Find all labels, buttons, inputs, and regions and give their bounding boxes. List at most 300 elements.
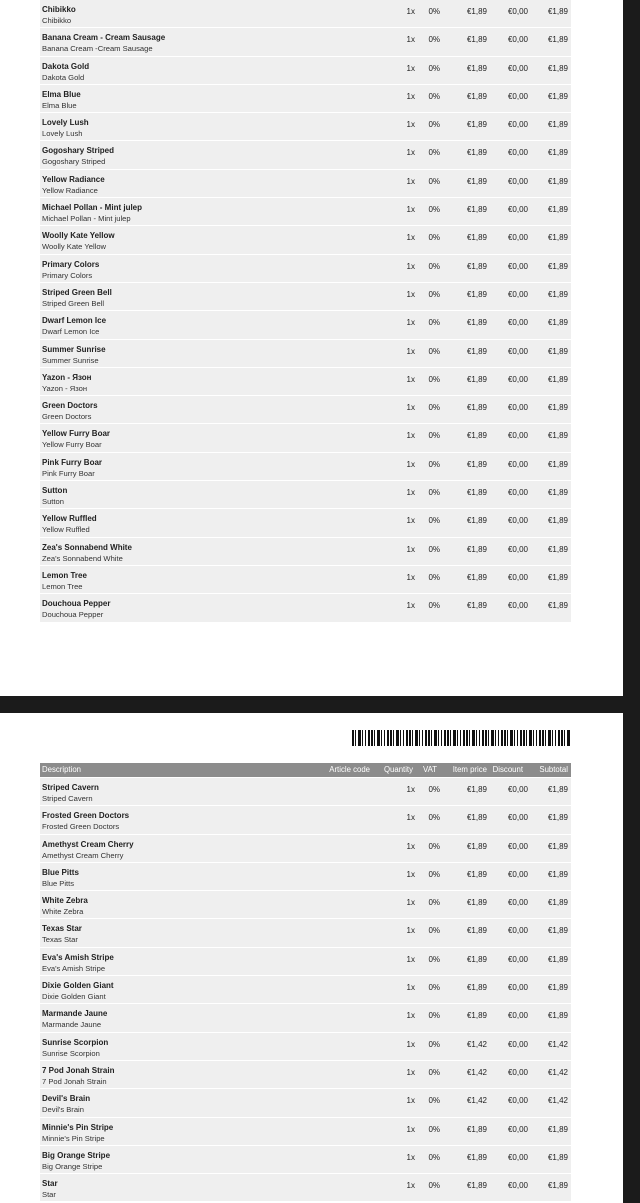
item-vat: 0% [428,120,440,130]
item-discount: €0,00 [507,289,528,299]
item-description: Douchoua Pepper [42,610,104,620]
item-vat: 0% [428,841,440,851]
item-price: €1,42 [466,1039,487,1049]
item-price: €1,89 [466,572,487,582]
item-name: Gogoshary Striped [42,146,115,156]
item-quantity: 1x [406,785,415,794]
table-row [40,481,571,509]
items-table-page-2 [40,763,571,1202]
item-discount: €0,00 [507,572,528,582]
item-description: Devil's Brain [42,1105,84,1115]
item-price: €1,89 [466,813,487,823]
item-discount: €0,00 [507,869,528,879]
item-subtotal: €1,89 [547,841,568,851]
table-row [40,453,571,481]
item-discount: €0,00 [507,898,528,908]
item-vat: 0% [428,1181,440,1191]
table-row [40,57,571,85]
item-name: Blue Pitts [42,867,79,877]
item-vat: 0% [428,261,440,271]
item-subtotal: €1,42 [547,1096,568,1106]
item-discount: €0,00 [507,785,528,794]
table-row [40,311,571,339]
item-price: €1,89 [466,954,487,964]
item-quantity: 1x [406,841,415,851]
header-item-price: Item price [452,765,487,774]
item-discount: €0,00 [507,35,528,45]
item-name: Dixie Golden Giant [42,981,114,991]
table-row [40,424,571,452]
item-subtotal: €1,89 [547,1181,568,1191]
table-row [40,538,571,566]
item-discount: €0,00 [507,7,528,16]
table-row [40,778,571,806]
item-vat: 0% [428,488,440,498]
table-row [40,85,571,113]
item-subtotal: €1,42 [547,1067,568,1077]
item-quantity: 1x [406,289,415,299]
item-discount: €0,00 [507,954,528,964]
item-discount: €0,00 [507,63,528,73]
item-vat: 0% [428,205,440,215]
item-price: €1,89 [466,346,487,356]
item-name: Striped Cavern [42,783,99,792]
item-quantity: 1x [406,1011,415,1021]
item-discount: €0,00 [507,148,528,158]
item-description: Zea's Sonnabend White [42,553,123,563]
item-subtotal: €1,89 [547,261,568,271]
item-discount: €0,00 [507,841,528,851]
table-row [40,170,571,198]
item-subtotal: €1,89 [547,63,568,73]
item-name: Sutton [42,486,68,496]
table-row [40,1146,571,1174]
item-quantity: 1x [406,205,415,215]
item-discount: €0,00 [507,1067,528,1077]
item-description: Big Orange Stripe [42,1161,103,1171]
item-quantity: 1x [406,544,415,554]
item-vat: 0% [428,1096,440,1106]
item-discount: €0,00 [507,91,528,101]
item-price: €1,89 [466,63,487,73]
item-vat: 0% [428,318,440,328]
item-price: €1,89 [466,459,487,469]
item-price: €1,89 [466,1011,487,1021]
item-description: Eva's Amish Stripe [42,963,106,973]
item-quantity: 1x [406,1181,415,1191]
item-vat: 0% [428,7,440,16]
item-subtotal: €1,89 [547,289,568,299]
item-subtotal: €1,89 [547,120,568,130]
item-description: Minnie's Pin Stripe [42,1133,105,1143]
item-name: Frosted Green Doctors [42,811,130,821]
header-quantity: Quantity [383,765,413,774]
item-description: 7 Pod Jonah Strain [42,1076,107,1086]
item-subtotal: €1,89 [547,1124,568,1134]
item-discount: €0,00 [507,205,528,215]
item-vat: 0% [428,176,440,186]
header-description: Description [42,765,81,774]
item-vat: 0% [428,35,440,45]
item-price: €1,42 [466,1096,487,1106]
item-subtotal: €1,89 [547,233,568,243]
invoice-page-2 [0,713,623,1203]
item-subtotal: €1,89 [547,205,568,215]
item-price: €1,42 [466,1067,487,1077]
table-row [40,255,571,283]
item-subtotal: €1,89 [547,7,568,16]
item-discount: €0,00 [507,488,528,498]
item-vat: 0% [428,813,440,823]
item-quantity: 1x [406,346,415,356]
item-subtotal: €1,89 [547,601,568,611]
table-row [40,198,571,226]
table-row [40,226,571,254]
item-discount: €0,00 [507,233,528,243]
item-quantity: 1x [406,1067,415,1077]
item-price: €1,89 [466,544,487,554]
item-vat: 0% [428,926,440,936]
item-description: Lemon Tree [42,581,83,591]
item-price: €1,89 [466,869,487,879]
item-name: Michael Pollan - Mint julep [42,203,143,213]
item-discount: €0,00 [507,1181,528,1191]
item-subtotal: €1,89 [547,1011,568,1021]
table-row [40,1089,571,1117]
item-vat: 0% [428,289,440,299]
item-quantity: 1x [406,898,415,908]
item-subtotal: €1,89 [547,403,568,413]
item-quantity: 1x [406,1039,415,1049]
item-quantity: 1x [406,1124,415,1134]
table-row [40,863,571,891]
item-subtotal: €1,89 [547,346,568,356]
item-vat: 0% [428,1039,440,1049]
item-quantity: 1x [406,176,415,186]
item-price: €1,89 [466,91,487,101]
item-discount: €0,00 [507,1011,528,1021]
table-row [40,1061,571,1089]
item-price: €1,89 [466,841,487,851]
header-subtotal: Subtotal [539,765,568,774]
table-row [40,594,571,622]
item-quantity: 1x [406,954,415,964]
item-name: Yellow Ruffled [42,514,97,524]
item-quantity: 1x [406,813,415,823]
item-name: White Zebra [42,896,88,906]
item-quantity: 1x [406,1152,415,1162]
item-vat: 0% [428,898,440,908]
item-description: White Zebra [42,907,84,917]
item-name: Lovely Lush [42,118,89,128]
item-price: €1,89 [466,318,487,328]
table-row [40,835,571,863]
item-name: Summer Sunrise [42,344,106,354]
item-discount: €0,00 [507,374,528,384]
item-price: €1,89 [466,289,487,299]
item-discount: €0,00 [507,813,528,823]
item-description: Gogoshary Striped [42,157,106,167]
item-vat: 0% [428,91,440,101]
table-row [40,28,571,56]
item-description: Woolly Kate Yellow [42,242,107,252]
item-vat: 0% [428,374,440,384]
item-discount: €0,00 [507,120,528,130]
item-quantity: 1x [406,572,415,582]
table-row [40,919,571,947]
item-subtotal: €1,89 [547,431,568,441]
item-quantity: 1x [406,148,415,158]
item-vat: 0% [428,954,440,964]
item-name: Marmande Jaune [42,1009,108,1019]
table-row [40,566,571,594]
item-discount: €0,00 [507,403,528,413]
item-price: €1,89 [466,926,487,936]
item-discount: €0,00 [507,1124,528,1134]
item-subtotal: €1,89 [547,488,568,498]
item-quantity: 1x [406,459,415,469]
item-price: €1,89 [466,516,487,526]
item-name: Texas Star [42,924,82,934]
item-price: €1,89 [466,488,487,498]
item-description: Amethyst Cream Cherry [42,850,124,860]
item-name: Yellow Furry Boar [42,429,111,439]
item-name: Douchoua Pepper [42,599,111,609]
item-discount: €0,00 [507,318,528,328]
item-price: €1,89 [466,233,487,243]
item-vat: 0% [428,869,440,879]
item-discount: €0,00 [507,431,528,441]
item-name: Primary Colors [42,259,100,269]
item-quantity: 1x [406,63,415,73]
item-subtotal: €1,89 [547,869,568,879]
header-article-code: Article code [329,765,370,774]
item-vat: 0% [428,63,440,73]
item-discount: €0,00 [507,926,528,936]
item-description: Dakota Gold [42,72,85,82]
item-name: Big Orange Stripe [42,1150,111,1160]
item-quantity: 1x [406,318,415,328]
item-price: €1,89 [466,148,487,158]
item-description: Primary Colors [42,270,93,280]
item-quantity: 1x [406,869,415,879]
item-price: €1,89 [466,1152,487,1162]
table-row [40,141,571,169]
item-subtotal: €1,42 [547,1039,568,1049]
item-description: Sunrise Scorpion [42,1048,100,1058]
item-vat: 0% [428,431,440,441]
item-price: €1,89 [466,431,487,441]
item-vat: 0% [428,601,440,611]
item-name: Banana Cream - Cream Sausage [42,33,166,43]
item-description: Yellow Radiance [42,185,98,195]
item-discount: €0,00 [507,176,528,186]
item-name: Elma Blue [42,89,81,99]
item-description: Star [42,1190,56,1200]
item-name: Amethyst Cream Cherry [42,839,134,849]
item-price: €1,89 [466,601,487,611]
item-vat: 0% [428,983,440,993]
item-quantity: 1x [406,983,415,993]
item-vat: 0% [428,403,440,413]
item-quantity: 1x [406,7,415,16]
item-subtotal: €1,89 [547,176,568,186]
table-row [40,368,571,396]
item-description: Sutton [42,497,64,507]
item-name: Zea's Sonnabend White [42,542,132,552]
table-row [40,340,571,368]
item-discount: €0,00 [507,516,528,526]
item-subtotal: €1,89 [547,516,568,526]
item-price: €1,89 [466,261,487,271]
item-description: Blue Pitts [42,878,75,888]
item-name: Eva's Amish Stripe [42,952,114,962]
item-vat: 0% [428,1067,440,1077]
item-quantity: 1x [406,374,415,384]
item-price: €1,89 [466,7,487,16]
table-row [40,948,571,976]
table-row [40,396,571,424]
item-description: Lovely Lush [42,129,83,139]
item-name: Chibikko [42,5,76,14]
item-description: Texas Star [42,935,78,945]
item-subtotal: €1,89 [547,983,568,993]
item-quantity: 1x [406,601,415,611]
item-quantity: 1x [406,261,415,271]
item-quantity: 1x [406,403,415,413]
item-price: €1,89 [466,374,487,384]
item-price: €1,89 [466,176,487,186]
item-subtotal: €1,89 [547,785,568,794]
item-name: Dakota Gold [42,61,90,71]
item-discount: €0,00 [507,1152,528,1162]
item-discount: €0,00 [507,1039,528,1049]
item-name: Star [42,1179,58,1189]
item-name: Green Doctors [42,401,98,411]
item-subtotal: €1,89 [547,954,568,964]
item-vat: 0% [428,1011,440,1021]
item-description: Chibikko [42,16,72,25]
item-quantity: 1x [406,35,415,45]
rows-container [40,778,571,1202]
table-header [40,763,571,778]
item-vat: 0% [428,1152,440,1162]
item-price: €1,89 [466,898,487,908]
table-row [40,1118,571,1146]
item-discount: €0,00 [507,261,528,271]
item-subtotal: €1,89 [547,572,568,582]
item-discount: €0,00 [507,601,528,611]
item-subtotal: €1,89 [547,459,568,469]
item-discount: €0,00 [507,1096,528,1106]
item-quantity: 1x [406,516,415,526]
item-subtotal: €1,89 [547,374,568,384]
item-subtotal: €1,89 [547,926,568,936]
item-vat: 0% [428,459,440,469]
item-name: Woolly Kate Yellow [42,231,115,241]
table-row [40,1174,571,1202]
item-name: Minnie's Pin Stripe [42,1122,114,1132]
item-description: Yazon - Язон [42,383,88,393]
item-subtotal: €1,89 [547,318,568,328]
item-quantity: 1x [406,431,415,441]
item-price: €1,89 [466,120,487,130]
item-vat: 0% [428,148,440,158]
item-name: Lemon Tree [42,570,87,580]
table-row [40,891,571,919]
item-vat: 0% [428,785,440,794]
table-row [40,976,571,1004]
item-vat: 0% [428,572,440,582]
item-description: Banana Cream -Cream Sausage [42,44,153,54]
item-description: Green Doctors [42,412,92,422]
item-subtotal: €1,89 [547,813,568,823]
item-name: Yazon - Язон [42,372,92,382]
item-subtotal: €1,89 [547,91,568,101]
item-description: Summer Sunrise [42,355,99,365]
header-discount: Discount [492,765,523,774]
item-name: 7 Pod Jonah Strain [42,1065,115,1075]
item-description: Frosted Green Doctors [42,822,120,832]
item-discount: €0,00 [507,983,528,993]
item-description: Elma Blue [42,100,77,110]
item-vat: 0% [428,1124,440,1134]
item-quantity: 1x [406,926,415,936]
item-price: €1,89 [466,205,487,215]
item-name: Devil's Brain [42,1094,91,1104]
header-vat: VAT [422,765,437,774]
item-name: Yellow Radiance [42,174,105,184]
item-discount: €0,00 [507,346,528,356]
rows-container [40,0,571,623]
item-description: Michael Pollan - Mint julep [42,214,131,224]
item-description: Yellow Ruffled [42,525,90,535]
item-name: Striped Green Bell [42,287,112,297]
item-description: Marmande Jaune [42,1020,102,1030]
item-subtotal: €1,89 [547,1152,568,1162]
item-quantity: 1x [406,1096,415,1106]
item-subtotal: €1,89 [547,35,568,45]
item-price: €1,89 [466,35,487,45]
item-quantity: 1x [406,233,415,243]
item-description: Yellow Furry Boar [42,440,102,450]
item-price: €1,89 [466,1124,487,1134]
item-name: Sunrise Scorpion [42,1037,109,1047]
item-discount: €0,00 [507,544,528,554]
item-subtotal: €1,89 [547,544,568,554]
item-price: €1,89 [466,1181,487,1191]
item-vat: 0% [428,544,440,554]
item-vat: 0% [428,516,440,526]
item-price: €1,89 [466,403,487,413]
table-row [40,806,571,834]
item-name: Pink Furry Boar [42,457,103,467]
item-subtotal: €1,89 [547,898,568,908]
item-description: Striped Green Bell [42,298,105,308]
item-quantity: 1x [406,91,415,101]
item-vat: 0% [428,233,440,243]
table-row [40,1033,571,1061]
items-table-page-1 [40,0,571,623]
item-discount: €0,00 [507,459,528,469]
item-description: Pink Furry Boar [42,468,95,478]
item-quantity: 1x [406,120,415,130]
item-price: €1,89 [466,983,487,993]
item-description: Dixie Golden Giant [42,992,106,1002]
table-row [40,113,571,141]
table-row [40,1004,571,1032]
table-row [40,0,571,28]
